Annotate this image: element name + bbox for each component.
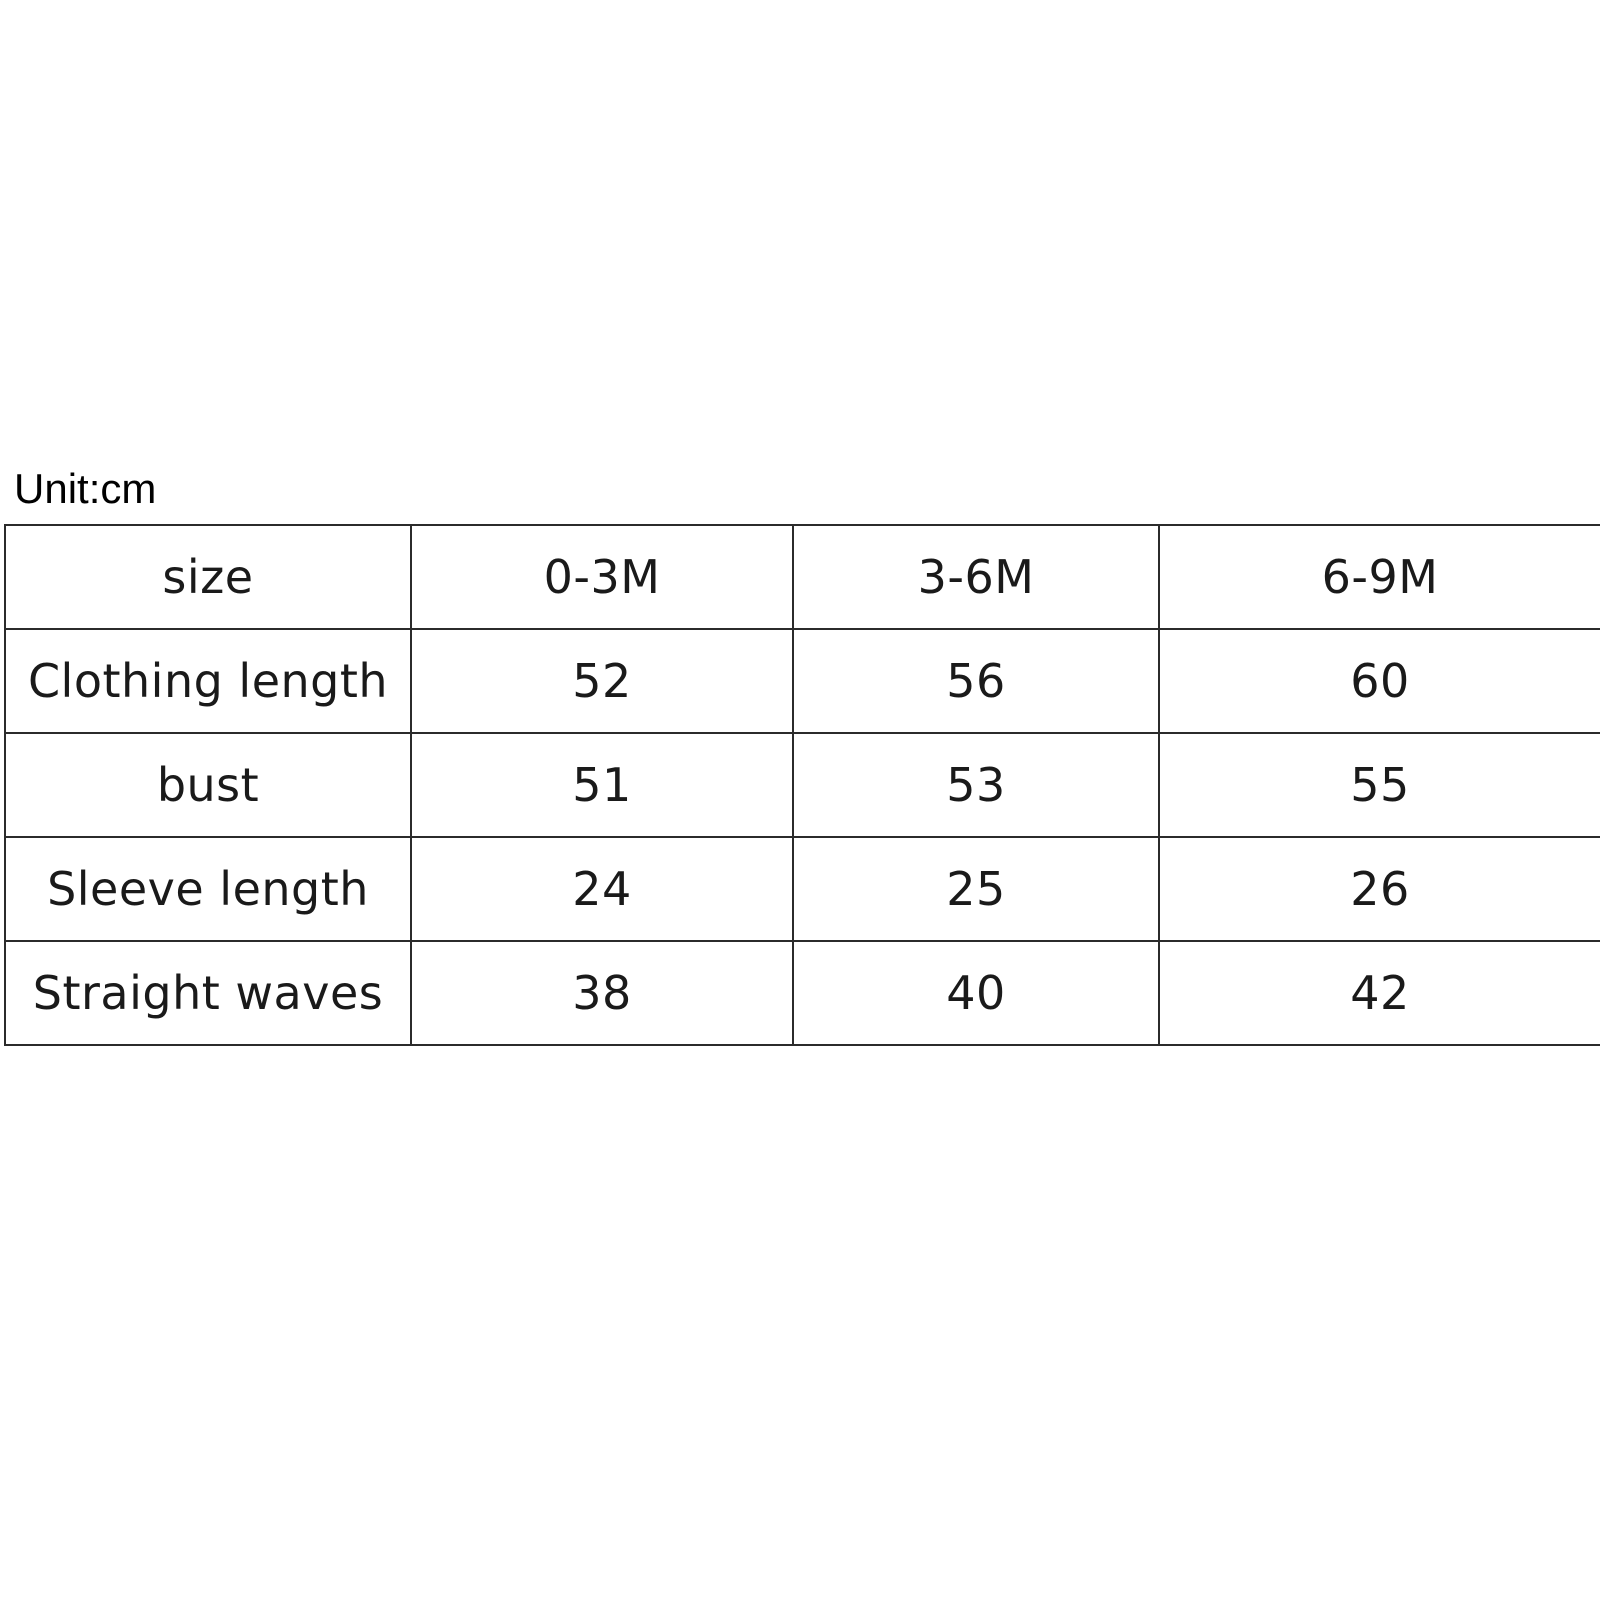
unit-label: Unit:cm xyxy=(14,465,157,512)
size-chart-table xyxy=(4,524,1600,1046)
table-cell: 51 xyxy=(411,733,793,837)
table-cell: 42 xyxy=(1159,941,1600,1045)
table-row xyxy=(5,837,1600,941)
table-cell: 52 xyxy=(411,629,793,733)
row-label: Straight waves xyxy=(5,941,411,1045)
table-cell: 40 xyxy=(793,941,1159,1045)
table-cell: 55 xyxy=(1159,733,1600,837)
table-cell: 56 xyxy=(793,629,1159,733)
table-header-row xyxy=(5,525,1600,629)
row-label: Clothing length xyxy=(5,629,411,733)
row-label: bust xyxy=(5,733,411,837)
table-cell: 60 xyxy=(1159,629,1600,733)
header-cell-size: size xyxy=(5,525,411,629)
table-cell: 25 xyxy=(793,837,1159,941)
row-label: Sleeve length xyxy=(5,837,411,941)
table-cell: 53 xyxy=(793,733,1159,837)
table-row xyxy=(5,941,1600,1045)
table-cell: 38 xyxy=(411,941,793,1045)
table-row xyxy=(5,629,1600,733)
header-cell-6-9m: 6-9M xyxy=(1159,525,1600,629)
table-cell: 26 xyxy=(1159,837,1600,941)
header-cell-3-6m: 3-6M xyxy=(793,525,1159,629)
table-cell: 24 xyxy=(411,837,793,941)
header-cell-0-3m: 0-3M xyxy=(411,525,793,629)
table-row xyxy=(5,733,1600,837)
